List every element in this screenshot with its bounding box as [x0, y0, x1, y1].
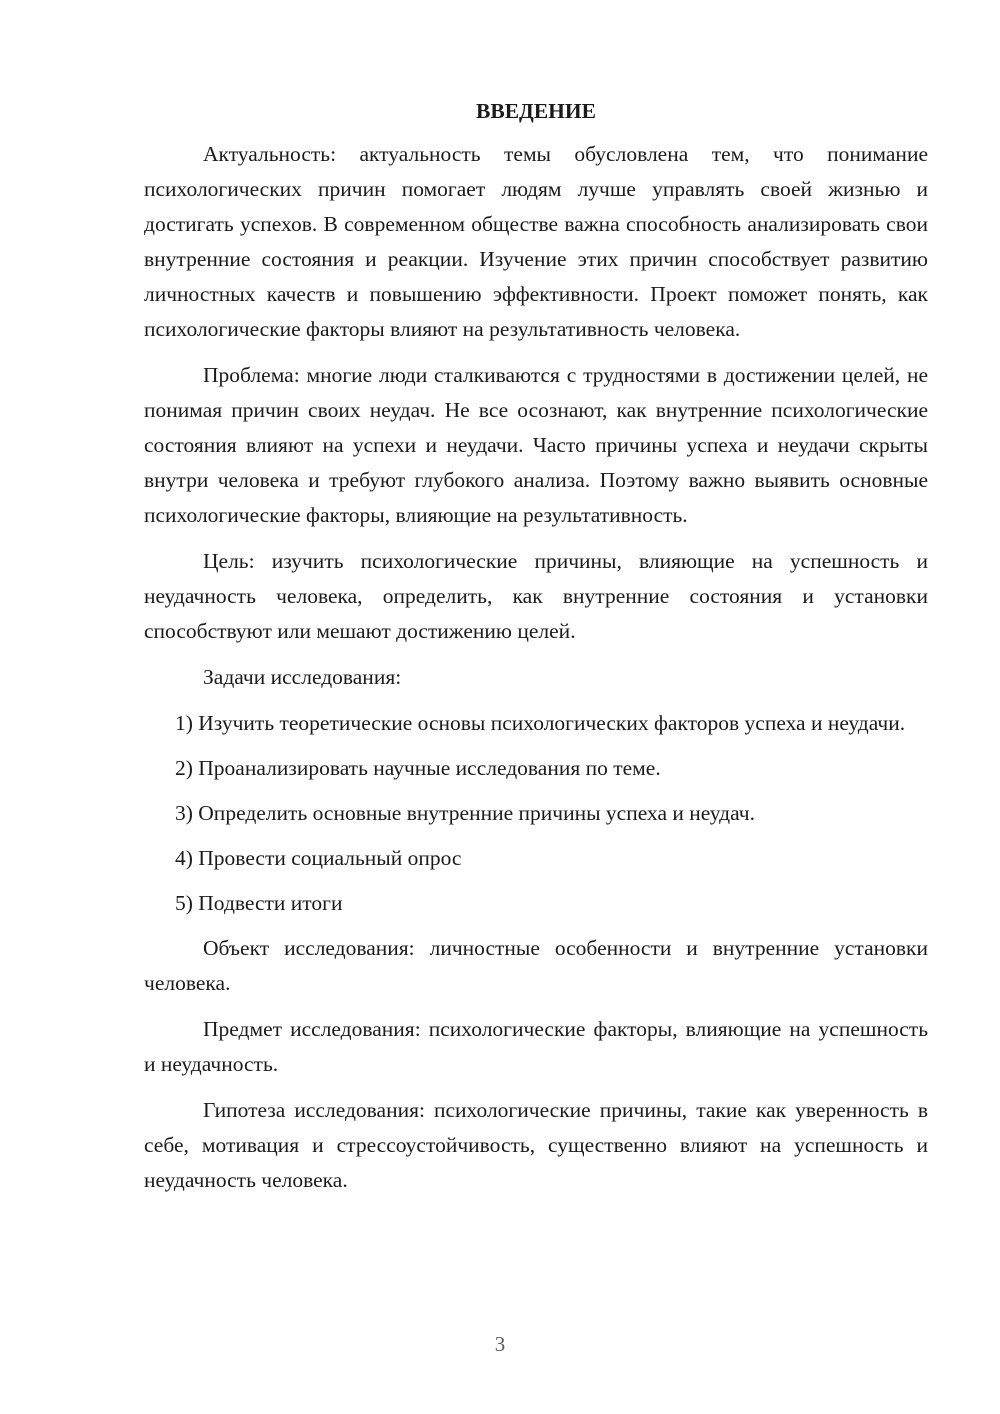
tasks-list	[144, 706, 928, 921]
relevance-paragraph: Актуальность: актуальность темы обусловлена тем, что понимание психологических причин помогает людям лучше управлять своей жизнью и достигать успехов. В современном обществе важна способность анализировать свои внутренние состояния и реакции. Изучение этих причин способствует развитию личностных качеств и повышению эффективности. Проект поможет понять, как психологические факторы влияют на результативность человека.	[144, 142, 928, 341]
document-title: ВВЕДЕНИЕ	[476, 99, 596, 123]
page-content	[144, 96, 928, 1209]
tasks-heading: Задачи исследования:	[203, 665, 402, 689]
task-item: 4) Провести социальный опрос	[175, 846, 462, 870]
goal-paragraph: Цель: изучить психологические причины, влияющие на успешность и неудачность человека, определить, как внутренние состояния и установки способствуют или мешают достижению целей.	[144, 549, 928, 643]
object-paragraph: Объект исследования: личностные особенности и внутренние установки человека.	[144, 936, 928, 995]
problem-paragraph: Проблема: многие люди сталкиваются с трудностями в достижении целей, не понимая причин своих неудач. Не все осознают, как внутренние психологические состояния влияют на успехи и неудачи. Часто причины успеха и неудачи скрыты внутри человека и требуют глубокого анализа. Поэтому важно выявить основные психологические факторы, влияющие на результативность.	[144, 363, 928, 527]
page-number: 3	[494, 1332, 506, 1356]
task-item: 1) Изучить теоретические основы психологических факторов успеха и неудачи.	[175, 711, 906, 735]
task-item: 3) Определить основные внутренние причины успеха и неудач.	[175, 801, 755, 825]
hypothesis-paragraph: Гипотеза исследования: психологические причины, такие как уверенность в себе, мотивация и стрессоустойчивость, существенно влияют на успешность и неудачность человека.	[144, 1098, 928, 1192]
task-item: 2) Проанализировать научные исследования по теме.	[175, 756, 661, 780]
subject-paragraph: Предмет исследования: психологические факторы, влияющие на успешность и неудачность.	[144, 1017, 928, 1076]
task-item: 5) Подвести итоги	[175, 891, 343, 915]
